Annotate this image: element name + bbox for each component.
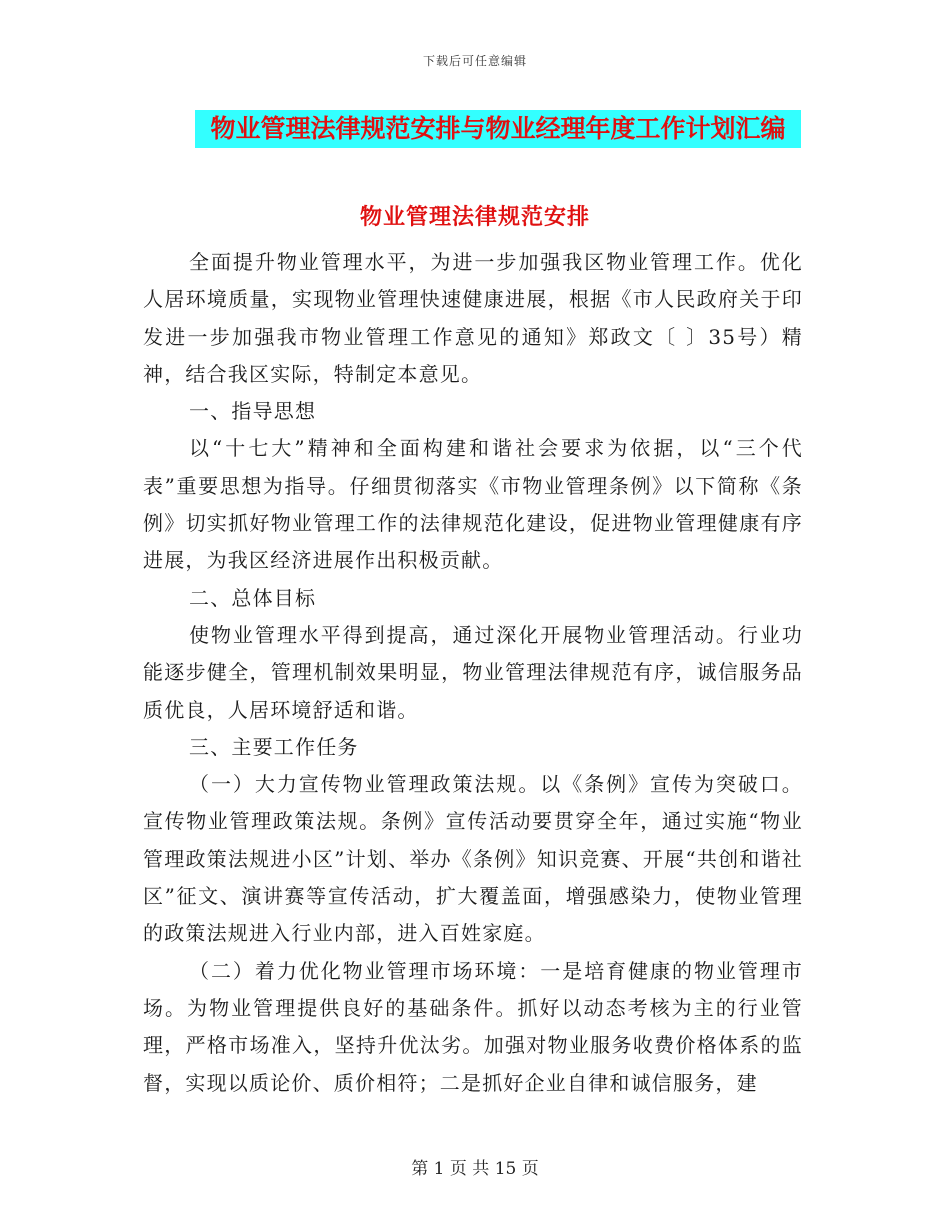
- page-footer: [0, 1154, 950, 1179]
- document-title: 物业管理法律规范安排与物业经理年度工作计划汇编: [210, 114, 786, 143]
- paragraph-guiding-thought: 以“十七大”精神和全面构建和谐社会要求为依据，以“三个代表”重要思想为指导。仔细贯彻落实《市物业管理条例》以下简称《条例》切实抓好物业管理工作的法律规范化建设，促进物业管理健康有序进展，为我区经济进展作出积极贡献。: [143, 436, 803, 573]
- page-total: 15: [494, 1159, 517, 1179]
- document-title-highlight: [195, 110, 801, 148]
- section-title: 物业管理法律规范安排: [359, 204, 590, 230]
- heading-overall-goal: 二、总体目标: [189, 585, 317, 610]
- paragraph-intro: 全面提升物业管理水平，为进一步加强我区物业管理工作。优化人居环境质量，实现物业管理快速健康进展，根据《市人民政府关于印发进一步加强我市物业管理工作意见的通知》郑政文〔 〕35号）精神，结合我区实际，特制定本意见。: [143, 250, 803, 386]
- page-header-note: 下载后可任意编辑: [422, 54, 527, 68]
- page-label-suffix: 页: [521, 1159, 539, 1179]
- heading-main-tasks: 三、主要工作任务: [189, 734, 359, 759]
- page-label-middle: 页 共: [449, 1159, 490, 1179]
- paragraph-task-two: （二）着力优化物业管理市场环境：一是培育健康的物业管理市场。为物业管理提供良好的基础条件。抓好以动态考核为主的行业管理，严格市场准入，坚持升优汰劣。加强对物业服务收费价格体系的监督，实现以质论价、质价相符；二是抓好企业自律和诚信服务，建: [143, 958, 803, 1095]
- document-body: [143, 244, 803, 1102]
- page-label-prefix: 第: [411, 1159, 429, 1179]
- paragraph-task-one: （一）大力宣传物业管理政策法规。以《条例》宣传为突破口。宣传物业管理政策法规。条例》宣传活动要贯穿全年，通过实施“物业管理政策法规进小区”计划、举办《条例》知识竞赛、开展“共创和谐社区”征文、演讲赛等宣传活动，扩大覆盖面，增强感染力，使物业管理的政策法规进入行业内部，进入百姓家庭。: [143, 772, 803, 946]
- heading-guiding-thought: 一、指导思想: [189, 399, 317, 424]
- paragraph-overall-goal: 使物业管理水平得到提高，通过深化开展物业管理活动。行业功能逐步健全，管理机制效果明显，物业管理法律规范有序，诚信服务品质优良，人居环境舒适和谐。: [143, 622, 803, 722]
- page-number: 1: [433, 1159, 445, 1179]
